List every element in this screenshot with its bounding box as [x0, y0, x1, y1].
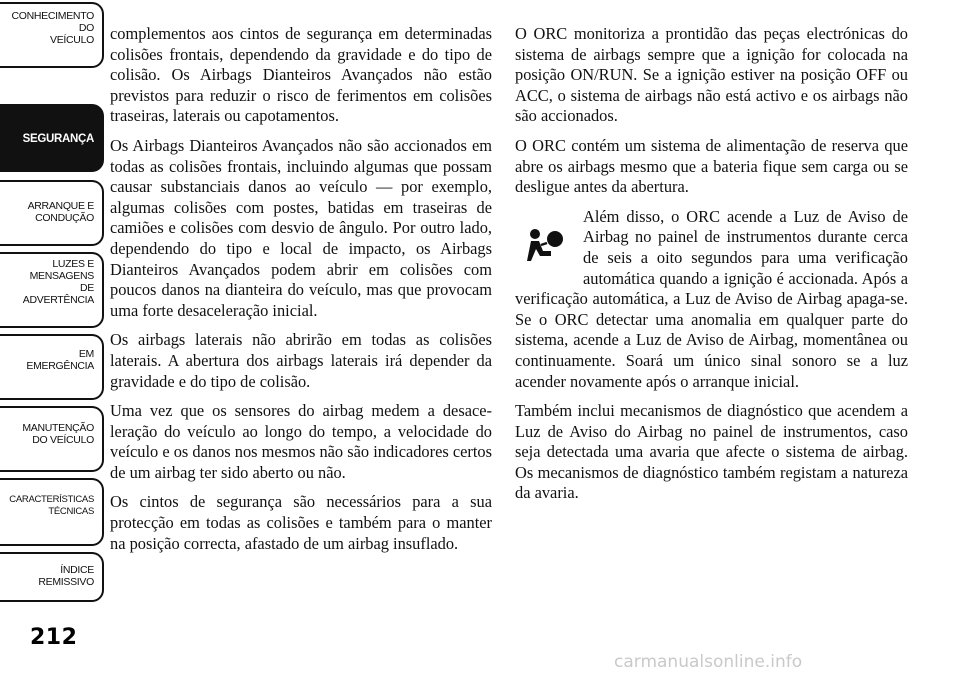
tab-label-line: CONHECIMENTO	[11, 10, 94, 22]
right-column	[515, 24, 908, 513]
tab-luzes-e-mensagens[interactable]	[0, 252, 104, 328]
tab-caracteristicas-tecnicas[interactable]	[0, 478, 104, 546]
paragraph: Uma vez que os sensores do airbag medem a desaceleração do veículo ao longo do tempo, a velocidade do veículo e os danos nos mesmos não são indicadores certos de um airbag ter sido aberto ou não.	[110, 401, 492, 482]
tab-label-line: DO	[78, 22, 94, 34]
left-column	[110, 24, 492, 563]
tab-manutencao-do-veiculo[interactable]	[0, 406, 104, 472]
tab-label-line: DO VEÍCULO	[32, 434, 94, 446]
paragraph: Além disso, o ORC acende a Luz de Aviso de Airbag no painel de instrumentos durante cerca de seis a oito segundos para uma verificação automática quando a ignição é accionada. Após a verificação automática, a Luz de Aviso de Airbag apaga-se. Se o ORC detectar uma anomalia em qualquer parte do sistema, acende a Luz de Aviso de Airbag, momentânea ou continuamente. Soará um único sinal sonoro se a luz acender novamente após o arranque inicial.	[515, 206, 908, 391]
tab-label-line: MANUTENÇÃO	[22, 422, 94, 434]
paragraph: Os cintos de segurança são necessários para a sua protecção em todas as colisões e também para o manter na posição correcta, afastado de um airbag insuflado.	[110, 492, 492, 553]
tab-label-line: EM	[78, 348, 94, 360]
paragraph: O ORC monitoriza a prontidão das peças electrónicas do sistema de airbags sempre que a ignição for colocada na posição ON/RUN. Se a ignição estiver na posição OFF ou ACC, o sistema de airbags não está activo e os airbags não são accionados.	[515, 24, 908, 126]
tab-label-line: ARRANQUE E	[27, 200, 94, 212]
airbag-warning-icon	[525, 225, 569, 265]
tab-label-line: MENSAGENS	[29, 270, 94, 282]
chapter-sidebar	[0, 0, 106, 600]
tab-conhecimento-do-veiculo[interactable]	[0, 2, 104, 68]
tab-label-line: CARACTERÍSTICAS	[9, 494, 94, 505]
tab-arranque-e-conducao[interactable]	[0, 180, 104, 246]
tab-label-line: ADVERTÊNCIA	[22, 294, 94, 306]
paragraph: Os Airbags Dianteiros Avançados não são accionados em todas as colisões frontais, incluindo algumas que possam causar substanciais danos ao veículo — por exemplo, algumas colisões com postes, batidas em traseiras de camiões e colisões com desvio de ângulo. Por outro lado, dependendo do tipo e local de impacto, os Airbags Dianteiros Avançados podem abrir em colisões com poucos danos na dianteira do veículo, mas que provocam uma forte desaceleração inicial.	[110, 135, 492, 320]
airbag-warning-block	[515, 207, 908, 401]
tab-label-line: EMERGÊNCIA	[26, 360, 94, 372]
page-number: 212	[30, 625, 78, 650]
tab-label-line: VEÍCULO	[50, 34, 94, 46]
paragraph: complementos aos cintos de segurança em determinadas colisões frontais, dependendo da gravidade e do tipo de colisão. Os Airbags Dianteiros Avançados não estão previstos para reduzir o risco de ferimentos em colisões traseiras, laterais ou capotamentos.	[110, 24, 492, 126]
tab-seguranca[interactable]	[0, 104, 104, 172]
tab-label-line: LUZES E	[52, 258, 94, 270]
tab-label-line: ÍNDICE	[60, 564, 94, 576]
tab-label-line: SEGURANÇA	[22, 133, 94, 145]
tab-em-emergencia[interactable]	[0, 334, 104, 400]
paragraph: Também inclui mecanismos de diagnóstico que acendem a Luz de Aviso do Airbag no painel de instrumentos, caso seja detectada uma avaria que afecte o sistema de airbag. Os mecanismos de diagnóstico também registam a natureza da avaria.	[515, 401, 908, 503]
tab-label-line: REMISSIVO	[38, 576, 94, 588]
paragraph: Os airbags laterais não abrirão em todas as colisões laterais. A abertura dos airbags laterais irá depender da gravidade e do tipo de colisão.	[110, 330, 492, 391]
tab-label-line: CONDUÇÃO	[35, 212, 94, 224]
tab-label-line: DE	[80, 282, 94, 294]
tab-label-line: TÉCNICAS	[48, 506, 94, 517]
tab-indice-remissivo[interactable]	[0, 552, 104, 602]
paragraph: O ORC contém um sistema de alimentação de reserva que abre os airbags mesmo que a bateria fique sem carga ou se desligue antes da abertura.	[515, 135, 908, 197]
watermark: carmanualsonline.info	[614, 652, 803, 672]
